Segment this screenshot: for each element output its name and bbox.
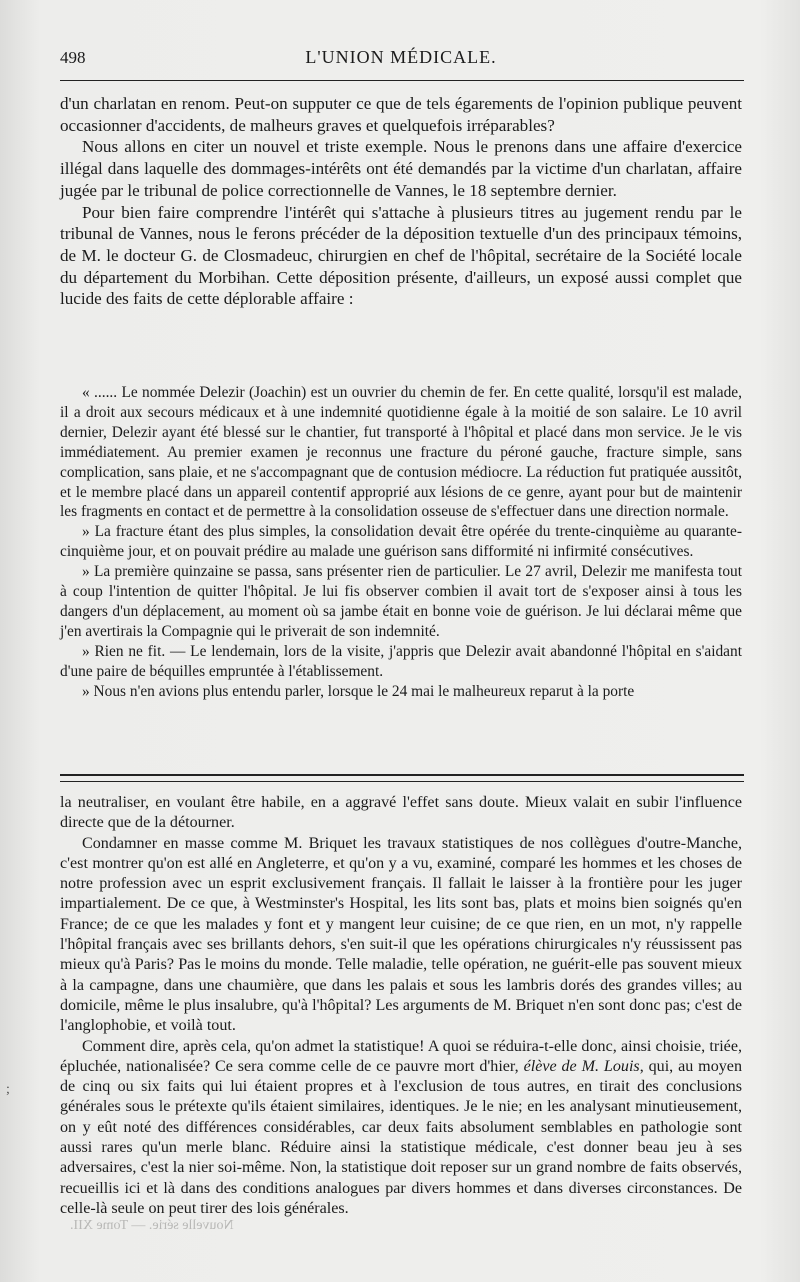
running-head: L'UNION MÉDICALE. bbox=[305, 47, 497, 67]
paragraph: d'un charlatan en renom. Peut-on supputer ce que de tels égarements de l'opinion publique peuvent occasionner d'accidents, de malheurs graves et quelquefois irréparables? bbox=[60, 94, 742, 135]
quote-paragraph: » La première quinzaine se passa, sans présenter rien de particulier. Le 27 avril, Delezir me manifesta tout à coup l'intention de quitter l'hôpital. Je lui fis observer combien il avait tort de s'exposer ainsi à tous les dangers d'un déplacement, au moment où sa jambe était en bonne voie de guérison. Je lui déclarai même que j'en avertirais la Compagnie qui le priverait de son indemnité. bbox=[60, 563, 742, 640]
page-header bbox=[60, 44, 742, 74]
feuilleton-paragraph: Comment dire, après cela, qu'on admet la statistique! A quoi se réduira-t-elle donc, ainsi choisie, triée, épluchée, nationalisée? Ce sera comme celle de ce pauvre mort d'hier, élève de M. Louis, qui, au moyen de cinq ou six faits qui lui étaient propres et à l'exclusion de tous autres, en tirait des conclusions générales sous le prétexte qu'ils étaient similaires, identiques. Je le nie; en les analysant minutieusement, on y eût noté des différences considérables, car deux faits absolument semblables en pathologie sont aussi rares qu'un merle blanc. Réduire ainsi la statistique médicale, c'est donner beau jeu à ses adversaires, c'est la nier soi-même. Non, la statistique doit reposer sur un grand nombre de faits observés, recueillis ici et là dans des conditions analogues par divers hommes et dans diverses circonstances. De celle-là seule on peut tirer des lois générales. bbox=[60, 1037, 742, 1217]
margin-mark: ; bbox=[6, 1082, 10, 1097]
paragraph: Nous allons en citer un nouvel et triste exemple. Nous le prenons dans une affaire d'exercice illégal dans laquelle des dommages-intérêts ont été demandés par la victime d'un charlatan, affaire jugée par le tribunal de police correctionnelle de Vannes, le 18 septembre dernier. bbox=[60, 137, 742, 200]
quote-paragraph: « ...... Le nommée Delezir (Joachin) est un ouvrier du chemin de fer. En cette qualité, lorsqu'il est malade, il a droit aux secours médicaux et à une indemnité quotidienne égale à la moitié de son salaire. Le 10 avril dernier, Delezir ayant été blessé sur le chantier, fut transporté à l'hôpital et placé dans mon service. Je le vis immédiatement. Au premier examen je reconnus une fracture du péroné gauche, fracture simple, sans complication, sans plaie, et ne s'accompagnant que de contusion médiocre. La réduction fut pratiquée aussitôt, et le membre placé dans un appareil contentif approprié aux lésions de ce genre, ayant pour but de maintenir les fragments en contact et de permettre à la consolidation osseuse de s'effectuer dans une direction normale. bbox=[60, 384, 742, 521]
quote-paragraph: » La fracture étant des plus simples, la consolidation devait être opérée du trente-cinquième au quarante-cinquième jour, et on pouvait prédire au malade une guérison sans difformité ni infirmité consécutives. bbox=[60, 523, 742, 561]
italic-reference: élève de M. Louis bbox=[523, 1057, 640, 1075]
feuilleton-text bbox=[60, 793, 742, 1219]
feuilleton-divider bbox=[60, 774, 744, 782]
bleed-through-text: Nouvelle série. — Tome XII. bbox=[70, 1218, 234, 1233]
feuilleton-paragraph: la neutraliser, en voulant être habile, en a aggravé l'effet sans doute. Mieux valait en subir l'influence directe que de la détourner. bbox=[60, 794, 742, 832]
feuilleton-paragraph: Condamner en masse comme M. Briquet les travaux statistiques de nos collègues d'outre-Manche, c'est montrer qu'on est allé en Angleterre, et qu'on y a vu, examiné, comparé les hommes et les choses de notre profession avec un esprit exclusivement français. Il fallait le laisser à la frontière pour les juger impartialement. De ce que, à Westminster's Hospital, les lits sont bas, plats et moins bien soignés qu'en France; de ce que les malades y font et y mangent leur cuisine; de ce que rien, en un mot, n'y rappelle l'hôpital français avec ses brillants dehors, s'en suit-il que les opérations chirurgicales n'y réussissent pas mieux qu'à Paris? Pas le moins du monde. Telle maladie, telle opération, ne guérit-elle pas souvent mieux à la campagne, dans une chaumière, que dans les palais et sous les lambris dorés des grandes villes; au domicile, même le plus insalubre, qu'à l'hôpital? Les arguments de M. Briquet n'en sont donc pas; c'est de l'anglophobie, et voilà tout. bbox=[60, 834, 742, 1035]
quote-paragraph: » Rien ne fit. — Le lendemain, lors de la visite, j'appris que Delezir avait abandonné l'hôpital en s'aidant d'une paire de béquilles empruntée à l'établissement. bbox=[60, 642, 742, 680]
quote-paragraph: » Nous n'en avions plus entendu parler, lorsque le 24 mai le malheureux reparut à la porte bbox=[82, 682, 635, 700]
page-number: 498 bbox=[60, 48, 86, 67]
paragraph: Pour bien faire comprendre l'intérêt qui s'attache à plusieurs titres au jugement rendu par le tribunal de Vannes, nous le ferons précéder de la déposition textuelle d'un des principaux témoins, de M. le docteur G. de Closmadeuc, chirurgien en chef de l'hôpital, secrétaire de la Société locale du département du Morbihan. Cette déposition présente, d'ailleurs, un exposé aussi complet que lucide des faits de cette déplorable affaire : bbox=[60, 202, 742, 309]
main-text bbox=[60, 93, 742, 310]
header-rule bbox=[60, 80, 744, 81]
deposition-quote bbox=[60, 383, 742, 702]
